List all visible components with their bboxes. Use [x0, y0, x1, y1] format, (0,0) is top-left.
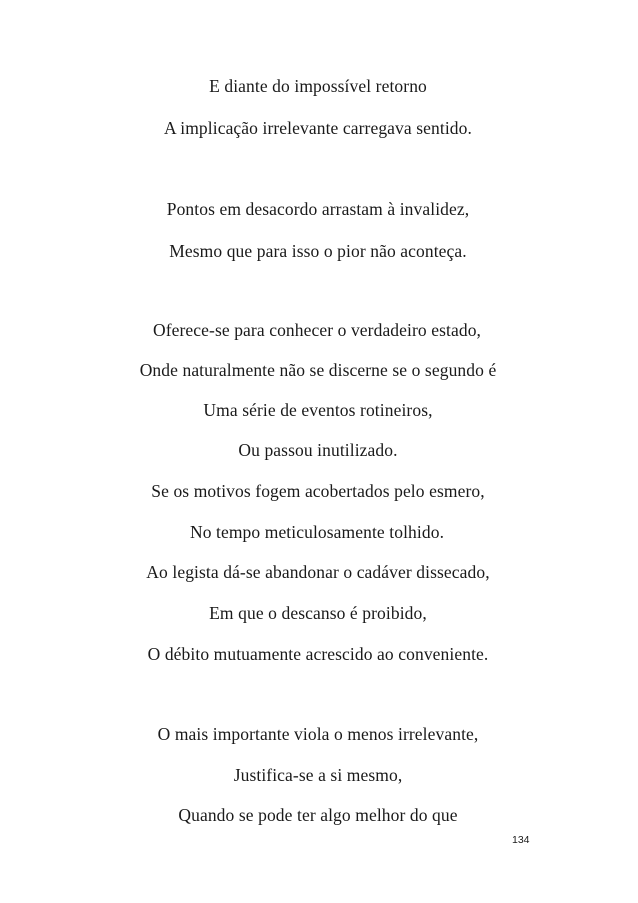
poem-line-15: Justifica-se a si mesmo,	[233, 765, 403, 785]
poem-line-12: Em que o descanso é proibido,	[209, 603, 427, 623]
poem-line-3: Pontos em desacordo arrastam à invalidez,	[166, 199, 470, 219]
poem-line-2: A implicação irrelevante carregava sentido.	[164, 118, 472, 138]
poem-line-4: Mesmo que para isso o pior não aconteça.	[169, 241, 467, 261]
poem-line-13: O débito mutuamente acrescido ao conveniente.	[147, 644, 489, 664]
poem-line-14: O mais importante viola o menos irrelevante,	[157, 724, 479, 744]
poem-line-11: Ao legista dá-se abandonar o cadáver dissecado,	[146, 562, 490, 582]
poem-line-9: Se os motivos fogem acobertados pelo esmero,	[151, 481, 485, 501]
poem-line-10: No tempo meticulosamente tolhido.	[189, 522, 445, 542]
poem-line-6: Onde naturalmente não se discerne se o segundo é	[139, 360, 497, 380]
page-number: 134	[512, 834, 530, 846]
poem-line-1: E diante do impossível retorno	[209, 76, 427, 96]
poem-line-7: Uma série de eventos rotineiros,	[203, 400, 433, 420]
poem-line-8: Ou passou inutilizado.	[238, 440, 398, 460]
poem-line-16: Quando se pode ter algo melhor do que	[178, 805, 458, 825]
poem-line-5: Oferece-se para conhecer o verdadeiro estado,	[152, 320, 482, 340]
